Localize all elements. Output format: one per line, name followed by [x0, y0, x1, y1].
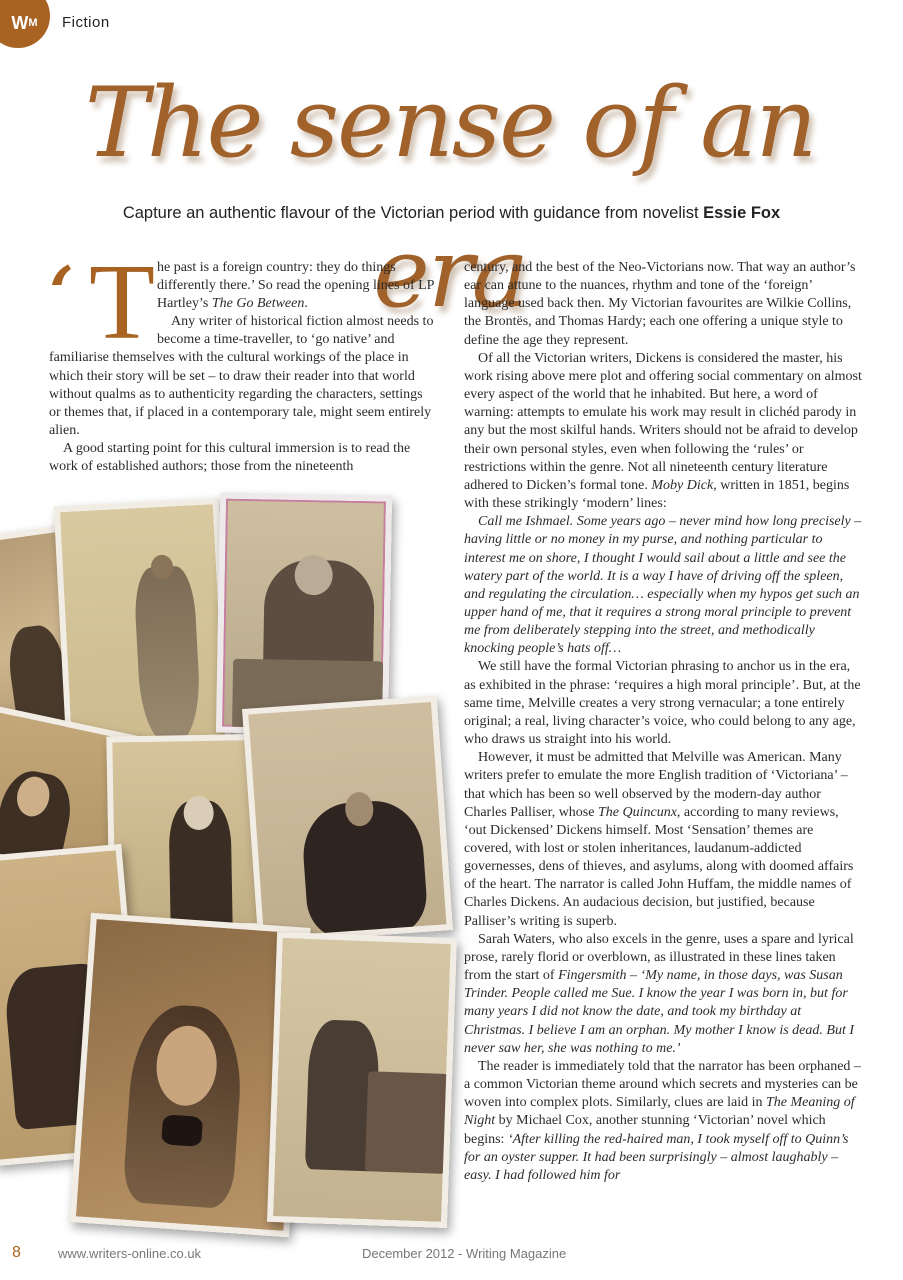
- paragraph: We still have the formal Victorian phrasing to anchor us in the era, as exhibited in the phrase: ‘requires a high moral principle’. But, at the same time, Melville creates a very strong vernacular; a tone entirely original; a real, living character’s voice, who could belong to any age, who draws us straight into his world.: [464, 659, 861, 748]
- paragraph: [464, 749, 864, 931]
- inline-quote: ‘After killing the red-haired man, I took myself off to Quinn’s for an oyster supper. It had been surprisingly – almost laughably – easy. I had followed him for: [464, 1131, 849, 1183]
- magazine-logo: [0, 0, 50, 48]
- photo-young-man-at-desk: [267, 932, 457, 1228]
- page-footer: [0, 1246, 903, 1266]
- drop-cap-letter: T: [89, 243, 155, 362]
- article-standfirst: [0, 204, 903, 223]
- standfirst-text: Capture an authentic flavour of the Victorian period with guidance from novelist: [122, 204, 699, 222]
- book-title: The Quincunx: [597, 804, 677, 820]
- paragraph: [464, 931, 864, 1058]
- text: by Michael Cox, another stunning ‘Victorian’ novel which begins:: [464, 1113, 826, 1147]
- logo-letter-w: W: [11, 12, 28, 33]
- paragraph: [464, 1058, 864, 1185]
- paragraph: A good starting point for this cultural immersion is to read the work of established authors; those from the nineteenth: [49, 440, 411, 475]
- victorian-photo-collage: [0, 490, 460, 1240]
- block-quote: Call me Ishmael. Some years ago – never mind how long precisely – having little or no money in my purse, and nothing particular to interest me on shore, I thought I would sail about a little and see the watery part of the world. It is a way I have of driving off the spleen, and regulating the circulation… especially when my hypos get such an upper hand of me, that it requires a strong moral principle to prevent me from deliberately stepping into the street, and methodically knocking people’s hats off…: [464, 514, 862, 657]
- text: Sarah Waters, who also excels in the genre, uses a spare and lyrical prose, rarely florid or overblown, as illustrated in these lines taken from the start of: [464, 931, 854, 984]
- logo-letter-m: M: [28, 17, 37, 29]
- photo-standing-woman: [54, 498, 232, 751]
- text: , written in 1851, begins with these strikingly ‘modern’ lines:: [464, 477, 850, 512]
- page-number: 8: [12, 1244, 21, 1261]
- author-name: Essie Fox: [703, 204, 781, 222]
- photo-man-writing: [216, 493, 392, 736]
- article-title: The sense of an era: [84, 67, 816, 329]
- text: , according to many reviews, ‘out Dickensed’ Dickens himself. Most ‘Sensation’ themes are covered, with lost or stolen inheritances, laudanum-addicted governesses, dens of thieves, and asylums, along with doomed affairs of the heart. The narrator is called John Huffam, the middle names of Charles Dickens. An audacious decision, but justified, because Palliser’s writing is superb.: [464, 804, 854, 929]
- book-title: Fingersmith: [558, 968, 627, 984]
- text: .: [304, 296, 308, 312]
- website-link[interactable]: www.writers-online.co.uk: [58, 1246, 202, 1261]
- text: Of all the Victorian writers, Dickens is considered the master, his work rising above mere plot and offering social commentary on almost every aspect of the world that he inhabited. But here, a word of warning: attempts to emulate his work may result in clichéd parody in any but the most skilful hands. Writers should not be afraid to develop their own personal styles, even when following the ‘rules’ or restrictions within the genre. Not all nineteenth century literature adhered to Dicken’s formal tone.: [464, 350, 862, 493]
- book-title: The Meaning of Night: [464, 1095, 855, 1129]
- book-title: Moby Dick: [651, 477, 714, 493]
- inline-quote: ‘My name, in those days, was Susan Trinder. People called me Sue. I know the year I was born in, but for many years I did not know the date, and took my birthday at Christmas. I believe I am an orphan. My mother I know is dead. But I never saw her, she was nothing to me.’: [464, 968, 854, 1056]
- drop-cap: [49, 243, 157, 362]
- section-label: Fiction: [62, 14, 110, 31]
- paragraph: century, and the best of the Neo-Victorians now. That way an author’s ear can attune to the nuances, rhythm and tone of the ‘foreign’ language used back then. My Victorian favourites are Wilkie Collins, the Brontës, and Thomas Hardy; each one offering a unique style to define the age they represent.: [464, 260, 856, 348]
- article-column-right: [464, 259, 864, 1185]
- book-title: The Go Between: [211, 296, 305, 312]
- article-column-left: [49, 243, 434, 476]
- issue-info: December 2012 - Writing Magazine: [362, 1246, 567, 1261]
- text: –: [626, 968, 641, 984]
- text: he past is a foreign country: they do things differently there.’ So read the opening lines of LP Hartley’s: [157, 260, 434, 312]
- text: The reader is immediately told that the narrator has been orphaned – a common Victorian theme around which secrets and mysteries can be woven into complex plots. Similarly, clues are laid in: [464, 1058, 861, 1111]
- text: However, it must be admitted that Melville was American. Many writers prefer to emulate the more English tradition of ‘Victoriana’ – that which has been so well observed by the modern-day author Charles Palliser, whose: [464, 750, 848, 820]
- paragraph: [464, 350, 864, 513]
- paragraph: Any writer of historical fiction almost needs to become a time-traveller, to ‘go native’ and familiarise themselves with the cultural workings of the place in which their story will be set – to draw their reader into that world without qualms as to authenticity regarding the characters, settings or themes that, if placed in a contemporary tale, might seem entirely alien.: [49, 314, 434, 438]
- photo-seated-woman-dark-dress: [242, 695, 453, 943]
- drop-cap-quote-mark: ‘: [49, 250, 75, 335]
